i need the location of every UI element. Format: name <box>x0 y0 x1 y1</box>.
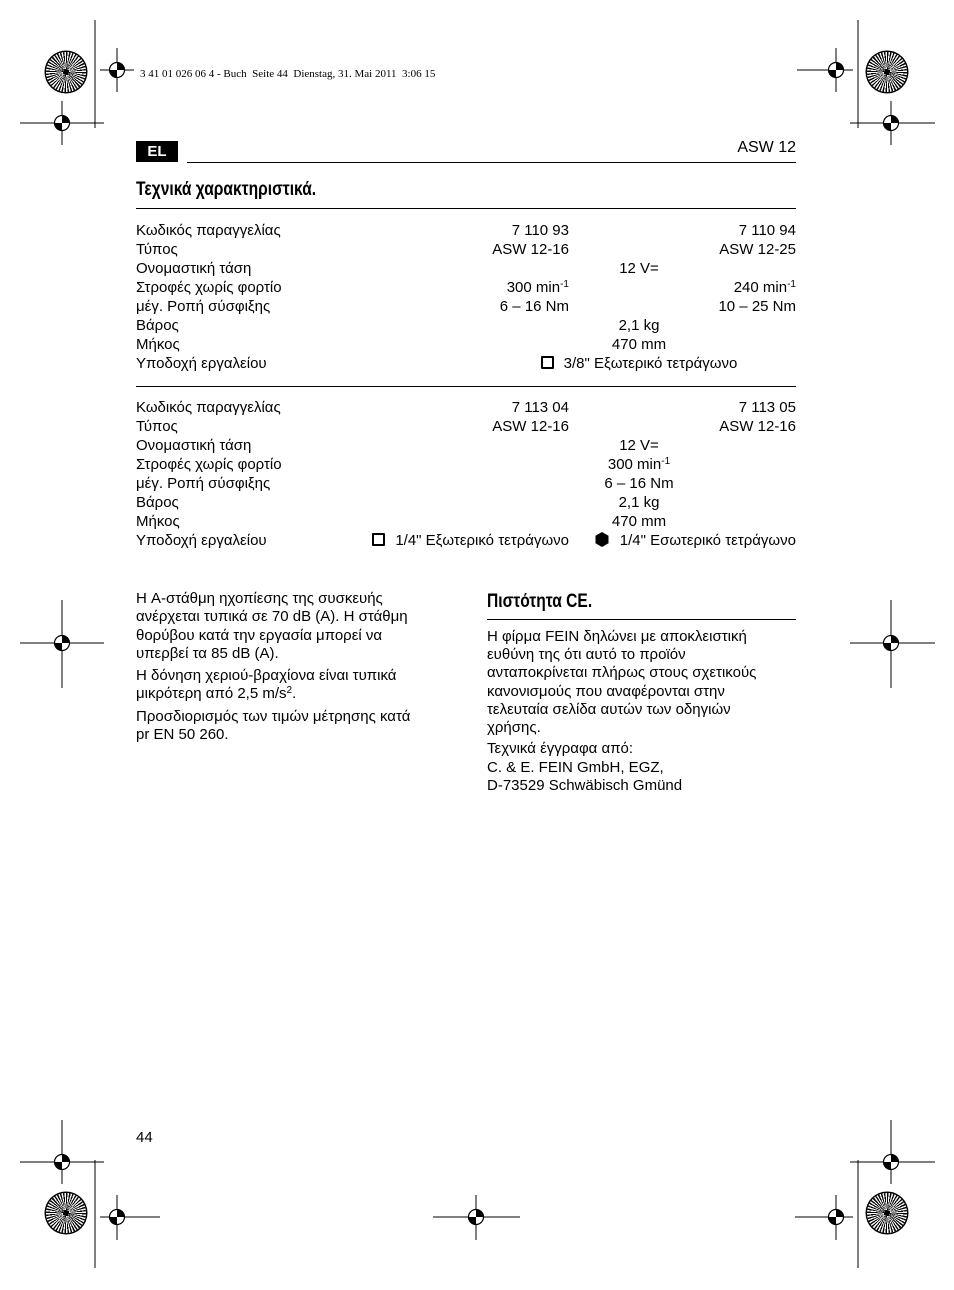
spec-row-tool-holder <box>136 354 796 373</box>
spec-label: Υποδοχή εργαλείου <box>136 532 267 549</box>
spec-label: μέγ. Ροπή σύσφιξης <box>136 298 271 315</box>
text-line: χρήσης. <box>487 719 541 737</box>
registration-mark <box>55 116 70 131</box>
spec-value-b: 7 113 05 <box>738 399 796 416</box>
spec-row-voltage <box>136 259 796 278</box>
registration-mark <box>884 1155 899 1170</box>
registration-mark <box>55 636 70 651</box>
spec-value-b: 1/4" Εσωτερικό τετράγωνο <box>595 531 796 550</box>
registration-mark <box>829 63 844 78</box>
spec-value-a: ASW 12-16 <box>492 241 569 258</box>
text-line: Η φίρμα FEIN δηλώνει με αποκλειστική <box>487 628 747 645</box>
spec-value-b: 7 110 94 <box>738 222 796 239</box>
color-target-icon <box>867 1193 907 1233</box>
measurement-paragraph <box>136 708 410 745</box>
registration-mark <box>110 63 125 78</box>
registration-mark <box>110 1210 125 1225</box>
registration-mark <box>884 636 899 651</box>
square-drive-icon <box>372 533 385 546</box>
registration-mark <box>884 116 899 131</box>
spec-table-2 <box>136 398 796 550</box>
spec-label: Τύπος <box>136 418 178 435</box>
language-badge: EL <box>136 141 178 162</box>
spec-label: Κωδικός παραγγελίας <box>136 222 281 239</box>
color-target-icon <box>46 1193 86 1233</box>
spec-label: Βάρος <box>136 317 179 334</box>
spec-value-shared: 3/8" Εξωτερικό τετράγωνο <box>482 354 796 373</box>
text-line: ανταποκρίνεται πλήρως στους σχετικούς <box>487 664 757 682</box>
spec-label: Ονομαστική τάση <box>136 437 252 454</box>
spec-label: Στροφές χωρίς φορτίο <box>136 456 282 473</box>
header-rule <box>187 162 796 163</box>
spec-value-b: ASW 12-25 <box>719 241 796 258</box>
conformity-title: Πιστότητα CE. <box>487 591 593 612</box>
text-line: τελευταία σελίδα αυτών των οδηγιών <box>487 700 731 718</box>
spec-row-weight <box>136 316 796 335</box>
spec-label: Τύπος <box>136 241 178 258</box>
spec-label: Υποδοχή εργαλείου <box>136 355 267 372</box>
spec-row-voltage <box>136 436 796 455</box>
spec-label: Μήκος <box>136 513 180 530</box>
specs-title-rule <box>136 208 796 209</box>
spec-row-torque <box>136 474 796 493</box>
spec-row-type <box>136 417 796 436</box>
spec-value-shared: 470 mm <box>611 336 667 353</box>
spec-value-shared: 12 V= <box>619 260 659 277</box>
spec-label: Κωδικός παραγγελίας <box>136 399 281 416</box>
spec-value-shared: 12 V= <box>619 437 659 454</box>
spec-value-shared: 470 mm <box>611 513 667 530</box>
spec-row-weight <box>136 493 796 512</box>
spec-table-1 <box>136 221 796 373</box>
spec-row-length <box>136 335 796 354</box>
text-line: μικρότερη από 2,5 $m/s^2$. <box>136 685 297 703</box>
spec-label: Βάρος <box>136 494 179 511</box>
spec-value-a: 300 $\min^{-1}$ <box>506 279 569 296</box>
exponent: 2 <box>286 685 293 697</box>
spec-value-b: 10 – 25 Nm <box>718 298 796 315</box>
vibration-paragraph <box>136 667 410 704</box>
spec-value-a: 1/4" Εξωτερικό τετράγωνο <box>372 531 569 550</box>
spec-value-shared: 2,1 kg <box>618 494 660 511</box>
exponent: -1 <box>560 279 569 290</box>
page-number: 44 <box>136 1129 153 1146</box>
registration-mark <box>829 1210 844 1225</box>
conformity-title-rule <box>487 619 796 620</box>
color-target-icon <box>867 52 907 92</box>
registration-mark <box>469 1210 484 1225</box>
spec-row-torque <box>136 297 796 316</box>
hexagon-socket-icon <box>595 532 609 547</box>
spec-row-speed <box>136 278 796 297</box>
registration-mark <box>55 1155 70 1170</box>
specs-title: Τεχνικά χαρακτηριστικά. <box>136 179 317 200</box>
exponent: -1 <box>661 456 671 467</box>
spec-value-b: 240 $\min^{-1}$ <box>733 279 796 296</box>
print-slug: 3 41 01 026 06 4 - Buch Seite 44 Dienstag, 31. Mai 2011 3:06 15 <box>140 68 436 80</box>
model-name: ASW 12 <box>737 139 796 156</box>
spec-value-shared: 300 $\min^{-1}$ <box>607 456 671 473</box>
exponent: -1 <box>787 279 796 290</box>
text-line: D-73529 Schwäbisch Gmünd <box>487 777 683 795</box>
text-line: pr EN 50 260. <box>136 726 229 744</box>
text-line: Η δόνηση χεριού-βραχίονα είναι τυπικά <box>136 667 397 685</box>
spec-value-a: 7 110 93 <box>511 222 569 239</box>
text-line: Τεχνικά έγγραφα από: <box>487 740 634 758</box>
spec-value-a: 7 113 04 <box>511 399 569 416</box>
spec-label: Μήκος <box>136 336 180 353</box>
text-line: ανέρχεται τυπικά σε 70 dB (A). Η στάθμη <box>136 608 408 626</box>
text-line: υπερβεί τα 85 dB (A). <box>136 644 279 662</box>
spec-label: Ονομαστική τάση <box>136 260 252 277</box>
color-target-icon <box>46 52 86 92</box>
text-line: Προσδιορισμός των τιμών μέτρησης κατά <box>136 707 411 725</box>
square-drive-icon <box>541 356 554 369</box>
spec-row-speed <box>136 455 796 474</box>
conformity-statement <box>487 628 756 737</box>
noise-vibration-section <box>136 590 410 744</box>
spec-row-length <box>136 512 796 531</box>
spec-row-order-number <box>136 221 796 240</box>
spec-label: Στροφές χωρίς φορτίο <box>136 279 282 296</box>
spec-value-a: ASW 12-16 <box>492 418 569 435</box>
text-line: κανονισμούς που αναφέρονται στην <box>487 682 725 700</box>
spec-value-shared: 2,1 kg <box>618 317 660 334</box>
text-line: C. & E. FEIN GmbH, EGZ, <box>487 758 664 776</box>
spec-value-a: 6 – 16 Nm <box>499 298 569 315</box>
spec-label: μέγ. Ροπή σύσφιξης <box>136 475 271 492</box>
text-line: Η A-στάθμη ηχοπίεσης της συσκευής <box>136 590 383 607</box>
text-line: ευθύνη της ότι αυτό το προϊόν <box>487 646 686 664</box>
technical-documents <box>487 740 756 796</box>
spec-row-tool-holder <box>136 531 796 550</box>
spec-row-type <box>136 240 796 259</box>
spec-row-order-number <box>136 398 796 417</box>
spec-value-shared: 6 – 16 Nm <box>604 475 674 492</box>
spec-table-divider <box>136 386 796 387</box>
text-line: θορύβου κατά την εργασία μπορεί να <box>136 626 383 644</box>
conformity-section <box>487 628 756 796</box>
spec-value-b: ASW 12-16 <box>719 418 796 435</box>
noise-paragraph <box>136 590 410 663</box>
